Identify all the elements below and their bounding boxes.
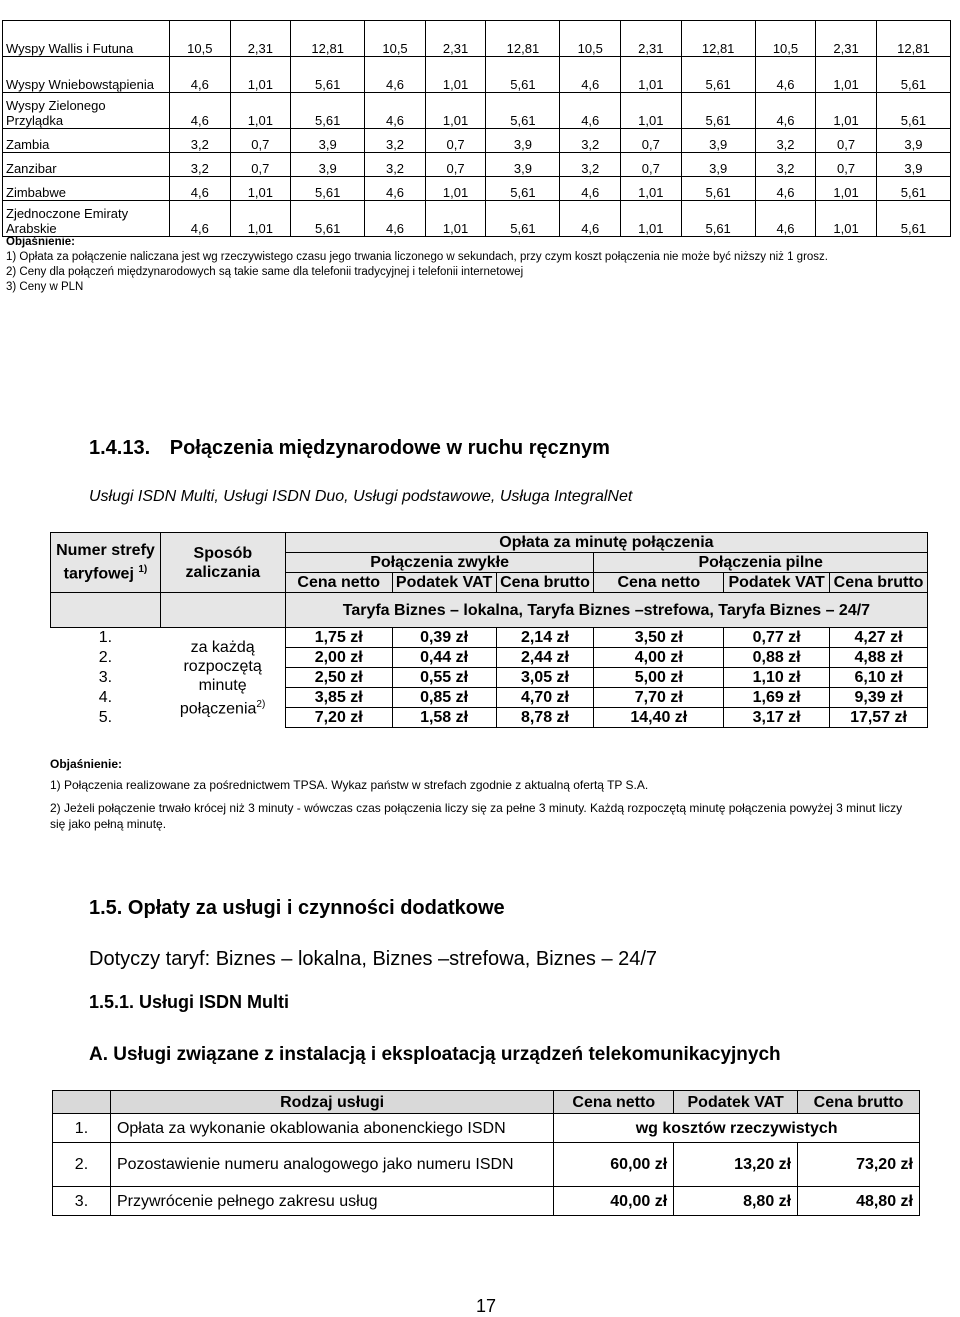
isdn-row-service: Przywrócenie pełnego zakresu usług (110, 1187, 553, 1216)
section-151-heading: 1.5.1. Usługi ISDN Multi (89, 992, 290, 1012)
rate-cell: 5,61 (486, 177, 560, 201)
rate-cell: 1,01 (621, 93, 682, 129)
isdn-row-gross: 48,80 zł (798, 1187, 920, 1216)
header-method: Sposób zaliczania (160, 533, 285, 593)
isdn-row-service: Pozostawienie numeru analogowego jako numeru ISDN (110, 1143, 553, 1187)
isdn-header-vat: Podatek VAT (674, 1091, 798, 1114)
zone-number: 5. (98, 709, 113, 726)
isdn-row-merged-price: wg kosztów rzeczywistych (554, 1114, 920, 1143)
country-name: Wyspy Wallis i Futuna (3, 21, 170, 57)
notes1-item-1: 1) Opłata za połączenie naliczana jest wg rzeczywistego czasu jego trwania liczonego w sekundach, przy czym koszt połączenia nie może być niższy niż 1 grosz. (6, 251, 828, 263)
header-vat-urgent: Podatek VAT (724, 573, 830, 593)
rate-cell: 5,61 (681, 57, 755, 93)
country-name: Wyspy Zielonego Przylądka (3, 93, 170, 129)
rate-cell: 3,9 (486, 153, 560, 177)
price-cell: 0,88 zł (724, 648, 830, 668)
price-cell: 1,10 zł (724, 668, 830, 688)
section-1413-title: Połączenia międzynarodowe w ruchu ręcznym (169, 437, 610, 459)
rate-cell: 4,6 (755, 177, 816, 201)
rate-cell: 5,61 (876, 201, 950, 237)
isdn-services-table (52, 1090, 920, 1216)
rate-cell: 1,01 (816, 57, 877, 93)
table-row (3, 21, 951, 57)
rate-cell: 10,5 (560, 21, 621, 57)
header-gross-urgent: Cena brutto (830, 573, 928, 593)
table-row (3, 57, 951, 93)
rate-cell: 5,61 (486, 93, 560, 129)
rate-cell: 4,6 (365, 57, 426, 93)
rate-cell: 4,6 (170, 93, 231, 129)
rate-cell: 3,2 (365, 153, 426, 177)
isdn-row-net: 60,00 zł (554, 1143, 674, 1187)
price-cell: 1,69 zł (724, 688, 830, 708)
rate-cell: 0,7 (816, 129, 877, 153)
price-cell: 0,55 zł (392, 668, 496, 688)
header-normal: Połączenia zwykłe (285, 553, 594, 573)
header-urgent: Połączenia pilne (594, 553, 928, 573)
price-cell: 4,70 zł (496, 688, 594, 708)
country-name: Zambia (3, 129, 170, 153)
price-cell: 7,70 zł (594, 688, 724, 708)
rate-cell: 1,01 (425, 201, 486, 237)
rate-cell: 5,61 (486, 201, 560, 237)
rate-cell: 1,01 (816, 93, 877, 129)
table-row (3, 129, 951, 153)
rate-cell: 5,61 (876, 57, 950, 93)
rate-cell: 5,61 (291, 177, 365, 201)
section-1413-number: 1.4.13. (89, 437, 151, 459)
zone-number: 4. (98, 689, 113, 706)
rate-cell: 3,2 (560, 153, 621, 177)
rate-cell: 3,9 (681, 129, 755, 153)
rate-cell: 5,61 (876, 177, 950, 201)
rate-cell: 3,2 (755, 129, 816, 153)
table-row (3, 177, 951, 201)
rate-cell: 3,9 (681, 153, 755, 177)
notes1-item-2: 2) Ceny dla połączeń międzynarodowych są takie same dla telefonii tradycyjnej i telefonii internetowej (6, 266, 524, 278)
price-cell: 6,10 zł (830, 668, 928, 688)
rate-cell: 4,6 (755, 57, 816, 93)
isdn-row-service: Opłata za wykonanie okablowania abonenckiego ISDN (110, 1114, 553, 1143)
rate-cell: 3,2 (560, 129, 621, 153)
tariff-row: Taryfa Biznes – lokalna, Taryfa Biznes –strefowa, Taryfa Biznes – 24/7 (285, 593, 927, 628)
rate-cell: 1,01 (425, 177, 486, 201)
rate-cell: 4,6 (755, 201, 816, 237)
table-row (3, 201, 951, 237)
notes2-title: Objaśnienie: (50, 757, 123, 771)
price-cell: 4,00 zł (594, 648, 724, 668)
rate-cell: 5,61 (291, 57, 365, 93)
price-cell: 3,17 zł (724, 708, 830, 728)
header-net-normal: Cena netto (285, 573, 392, 593)
billing-method: za każdą rozpoczętą minutę połączenia$^{2)}$ (179, 638, 266, 717)
price-cell: 7,20 zł (285, 708, 392, 728)
rate-cell: 0,7 (425, 153, 486, 177)
isdn-row-vat: 8,80 zł (674, 1187, 798, 1216)
rate-cell: 3,9 (876, 153, 950, 177)
rate-cell: 5,61 (681, 177, 755, 201)
table-row (53, 1187, 920, 1216)
price-cell: 2,50 zł (285, 668, 392, 688)
rate-cell: 1,01 (230, 93, 291, 129)
rate-cell: 5,61 (291, 201, 365, 237)
rate-cell: 4,6 (365, 93, 426, 129)
rate-cell: 0,7 (816, 153, 877, 177)
rate-cell: 1,01 (230, 177, 291, 201)
price-cell: 17,57 zł (830, 708, 928, 728)
rate-cell: 10,5 (170, 21, 231, 57)
rate-cell: 1,01 (230, 201, 291, 237)
rate-cell: 0,7 (230, 129, 291, 153)
rate-cell: 0,7 (230, 153, 291, 177)
country-name: Zanzibar (3, 153, 170, 177)
rate-cell: 4,6 (365, 201, 426, 237)
rate-cell: 12,81 (486, 21, 560, 57)
table-row (53, 1114, 920, 1143)
section-15-applies: Dotyczy taryf: Biznes – lokalna, Biznes –strefowa, Biznes – 24/7 (89, 948, 658, 970)
header-fee: Opłata za minutę połączenia (285, 533, 927, 553)
rate-cell: 5,61 (681, 93, 755, 129)
rate-cell: 3,2 (170, 129, 231, 153)
rate-cell: 4,6 (170, 57, 231, 93)
isdn-row-gross: 73,20 zł (798, 1143, 920, 1187)
rate-cell: 1,01 (621, 201, 682, 237)
isdn-row-no: 3. (53, 1187, 111, 1216)
rate-cell: 3,2 (170, 153, 231, 177)
header-vat-normal: Podatek VAT (392, 573, 496, 593)
rate-cell: 4,6 (560, 177, 621, 201)
notes2-item-2: 2) Jeżeli połączenie trwało krócej niż 3 minuty - wówczas czas połączenia liczy się za pełne 3 minuty. Każdą rozpoczętą minutę połączenia powyżej 3 minut liczy się jako pełną minutę. (50, 801, 903, 831)
rate-cell: 12,81 (876, 21, 950, 57)
rate-cell: 3,9 (291, 153, 365, 177)
rate-cell: 0,7 (621, 153, 682, 177)
notes1-title: Objaśnienie: (6, 236, 76, 248)
rate-cell: 3,9 (486, 129, 560, 153)
rate-cell: 1,01 (621, 177, 682, 201)
price-cell: 14,40 zł (594, 708, 724, 728)
price-cell: 2,00 zł (285, 648, 392, 668)
rate-cell: 5,61 (486, 57, 560, 93)
page-number: 17 (476, 1296, 497, 1316)
rate-cell: 1,01 (230, 57, 291, 93)
price-cell: 2,44 zł (496, 648, 594, 668)
rate-cell: 10,5 (365, 21, 426, 57)
isdn-row-no: 1. (53, 1114, 111, 1143)
price-cell: 3,50 zł (594, 628, 724, 648)
price-cell: 9,39 zł (830, 688, 928, 708)
country-name: Zjednoczone Emiraty Arabskie (3, 201, 170, 237)
section-151-a-heading: A. Usługi związane z instalacją i eksploatacją urządzeń telekomunikacyjnych (89, 1044, 781, 1065)
table-row (53, 1143, 920, 1187)
notes2-item-1: 1) Połączenia realizowane za pośrednictwem TPSA. Wykaz państw w strefach zgodnie z aktualną ofertą TP S.A. (50, 778, 649, 792)
table-row (3, 153, 951, 177)
isdn-header-gross: Cena brutto (798, 1091, 920, 1114)
isdn-row-no: 2. (53, 1143, 111, 1187)
header-net-urgent: Cena netto (594, 573, 724, 593)
rate-cell: 5,61 (876, 93, 950, 129)
isdn-header-no (53, 1091, 111, 1114)
price-cell: 0,77 zł (724, 628, 830, 648)
rate-cell: 1,01 (425, 57, 486, 93)
price-cell: 8,78 zł (496, 708, 594, 728)
zone-number: 3. (98, 669, 113, 686)
rate-cell: 4,6 (170, 177, 231, 201)
rate-cell: 4,6 (365, 177, 426, 201)
isdn-header-service: Rodzaj usługi (110, 1091, 553, 1114)
rate-cell: 3,9 (291, 129, 365, 153)
rate-cell: 3,9 (876, 129, 950, 153)
rate-cell: 10,5 (755, 21, 816, 57)
price-cell: 3,05 zł (496, 668, 594, 688)
isdn-row-net: 40,00 zł (554, 1187, 674, 1216)
price-cell: 0,44 zł (392, 648, 496, 668)
countries-rate-table (2, 20, 951, 237)
price-cell: 4,27 zł (830, 628, 928, 648)
rate-cell: 1,01 (425, 93, 486, 129)
rate-cell: 2,31 (621, 21, 682, 57)
header-zone: Numer strefy taryfowej $^{1)}$ (51, 533, 161, 593)
rate-cell: 12,81 (291, 21, 365, 57)
price-cell: 1,75 zł (285, 628, 392, 648)
zone-number: 2. (98, 649, 113, 666)
rate-cell: 3,2 (755, 153, 816, 177)
rate-cell: 5,61 (681, 201, 755, 237)
rate-cell: 1,01 (816, 177, 877, 201)
isdn-row-vat: 13,20 zł (674, 1143, 798, 1187)
rate-cell: 5,61 (291, 93, 365, 129)
rate-cell: 4,6 (560, 57, 621, 93)
table-row (3, 93, 951, 129)
price-cell: 3,85 zł (285, 688, 392, 708)
rate-cell: 2,31 (425, 21, 486, 57)
country-name: Zimbabwe (3, 177, 170, 201)
price-cell: 0,85 zł (392, 688, 496, 708)
isdn-header-net: Cena netto (554, 1091, 674, 1114)
notes1-item-3: 3) Ceny w PLN (6, 281, 84, 293)
price-cell: 0,39 zł (392, 628, 496, 648)
rate-cell: 4,6 (560, 93, 621, 129)
rate-cell: 0,7 (621, 129, 682, 153)
rate-cell: 2,31 (230, 21, 291, 57)
rate-cell: 4,6 (560, 201, 621, 237)
section-1413-heading (89, 437, 610, 460)
price-cell: 5,00 zł (594, 668, 724, 688)
manual-calls-table (50, 532, 928, 728)
rate-cell: 0,7 (425, 129, 486, 153)
table-row (51, 628, 928, 648)
rate-cell: 2,31 (816, 21, 877, 57)
price-cell: 4,88 zł (830, 648, 928, 668)
rate-cell: 3,2 (365, 129, 426, 153)
price-cell: 1,58 zł (392, 708, 496, 728)
price-cell: 2,14 zł (496, 628, 594, 648)
section-1413-subtitle: Usługi ISDN Multi, Usługi ISDN Duo, Usługi podstawowe, Usługa IntegralNet (89, 488, 633, 505)
rate-cell: 1,01 (621, 57, 682, 93)
zone-number: 1. (98, 629, 113, 647)
section-15-heading: 1.5. Opłaty za usługi i czynności dodatkowe (89, 897, 505, 919)
rate-cell: 1,01 (816, 201, 877, 237)
rate-cell: 4,6 (170, 201, 231, 237)
header-gross-normal: Cena brutto (496, 573, 594, 593)
rate-cell: 4,6 (755, 93, 816, 129)
country-name: Wyspy Wniebowstąpienia (3, 57, 170, 93)
rate-cell: 12,81 (681, 21, 755, 57)
